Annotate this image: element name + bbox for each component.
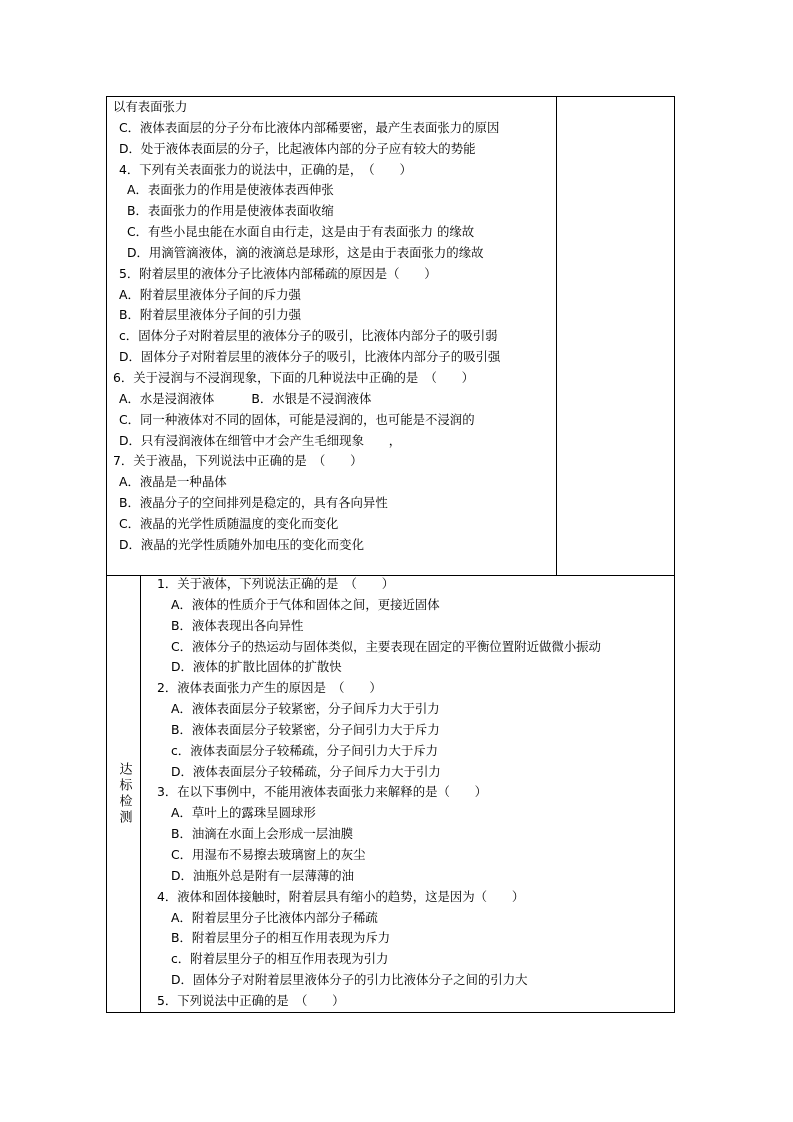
option-line: D．用滴管滴液体，滴的液滴总是球形，这是由于表面张力的缘故 bbox=[127, 244, 484, 260]
question-stem: 7．关于液晶，下列说法中正确的是 （ ） bbox=[113, 453, 363, 469]
assessment-row bbox=[107, 576, 674, 1012]
question-stem: 4．液体和固体接触时，附着层具有缩小的趋势，这是因为（ ） bbox=[157, 888, 525, 904]
option-line: D．液晶的光学性质随外加电压的变化而变化 bbox=[119, 536, 364, 552]
option-line: D．液体表面层分子较稀疏，分子间斥力大于引力 bbox=[171, 763, 441, 779]
option-line: A．水是浸润液体 B．水银是不浸润液体 bbox=[119, 390, 372, 406]
option-line: D．固体分子对附着层里的液体分子的吸引，比液体内部分子的吸引强 bbox=[119, 349, 501, 365]
option-line: A．液体表面层分子较紧密，分子间斥力大于引力 bbox=[171, 701, 440, 717]
option-line: c．液体表面层分子较稀疏，分子间引力大于斥力 bbox=[171, 742, 439, 758]
section-label-text: 达标检测 bbox=[116, 762, 132, 826]
option-line: B．液体表面层分子较紧密，分子间引力大于斥力 bbox=[171, 721, 440, 737]
assessment-questions bbox=[151, 574, 601, 1012]
option-line: A．草叶上的露珠呈圆球形 bbox=[171, 805, 316, 821]
question-stem: 4．下列有关表面张力的说法中，正确的是， （ ） bbox=[119, 161, 412, 177]
option-line: C．同一种液体对不同的固体，可能是浸润的，也可能是不浸润的 bbox=[119, 411, 475, 427]
question-stem: 2．液体表面张力产生的原因是 （ ） bbox=[157, 680, 382, 696]
option-line: c．固体分子对附着层里的液体分子的吸引，比液体内部分子的吸引弱 bbox=[119, 328, 498, 344]
question-stem: 3．在以下事例中，不能用液体表面张力来解释的是（ ） bbox=[157, 784, 488, 800]
option-line: D．只有浸润液体在细管中才会产生毛细现象 ， bbox=[119, 432, 402, 448]
option-line: A．附着层里分子比液体内部分子稀疏 bbox=[171, 909, 378, 925]
option-line: B．液体表现出各向异性 bbox=[171, 617, 304, 633]
option-line: C．有些小昆虫能在水面自由行走，这是由于有表面张力 的缘故 bbox=[127, 224, 475, 240]
section-label bbox=[107, 576, 140, 1012]
option-line: B．附着层里分子的相互作用表现为斥力 bbox=[171, 930, 391, 946]
worksheet-table bbox=[106, 96, 675, 1013]
text-line: D．处于液体表面层的分子，比起液体内部的分子应有较大的势能 bbox=[119, 140, 476, 156]
option-line: D．液体的扩散比固体的扩散快 bbox=[171, 659, 342, 675]
option-line: c．附着层里分子的相互作用表现为引力 bbox=[171, 951, 389, 967]
option-line: A．表面张力的作用是使液体表西伸张 bbox=[127, 182, 334, 198]
practice-questions bbox=[113, 97, 500, 556]
option-line: B．油滴在水面上会形成一层油膜 bbox=[171, 826, 353, 842]
option-line: B．表面张力的作用是使液体表面收缩 bbox=[127, 203, 334, 219]
option-line: C．液晶的光学性质随温度的变化而变化 bbox=[119, 515, 339, 531]
question-stem: 5．附着层里的液体分子比液体内部稀疏的原因是（ ） bbox=[119, 265, 437, 281]
option-line: B．附着层里液体分子间的引力强 bbox=[119, 307, 301, 323]
question-stem: 5．下列说法中正确的是 （ ） bbox=[157, 992, 345, 1008]
text-line: 以有表面张力 bbox=[113, 99, 188, 114]
question-stem: 1．关于液体，下列说法正确的是 （ ） bbox=[157, 576, 395, 591]
option-line: A．液体的性质介于气体和固体之间，更接近固体 bbox=[171, 596, 440, 612]
option-line: C．液体分子的热运动与固体类似，主要表现在固定的平衡位置附近做微小振动 bbox=[171, 638, 601, 654]
column-divider bbox=[140, 576, 141, 1012]
option-line: A．液晶是一种晶体 bbox=[119, 474, 227, 490]
option-line: C．用湿布不易擦去玻璃窗上的灰尘 bbox=[171, 846, 366, 862]
option-line: D．油瓶外总是附有一层薄薄的油 bbox=[171, 867, 355, 883]
option-line: B．液晶分子的空间排列是稳定的，具有各向异性 bbox=[119, 495, 388, 511]
column-divider bbox=[556, 97, 557, 575]
practice-row bbox=[107, 97, 674, 576]
option-line: D．固体分子对附着层里液体分子的引力比液体分子之间的引力大 bbox=[171, 972, 528, 988]
option-line: A．附着层里液体分子间的斥力强 bbox=[119, 286, 301, 302]
text-line: C．液体表面层的分子分布比液体内部稀要密，最产生表面张力的原因 bbox=[119, 119, 500, 135]
question-stem: 6．关于浸润与不浸润现象，下面的几种说法中正确的是 （ ） bbox=[113, 369, 475, 385]
